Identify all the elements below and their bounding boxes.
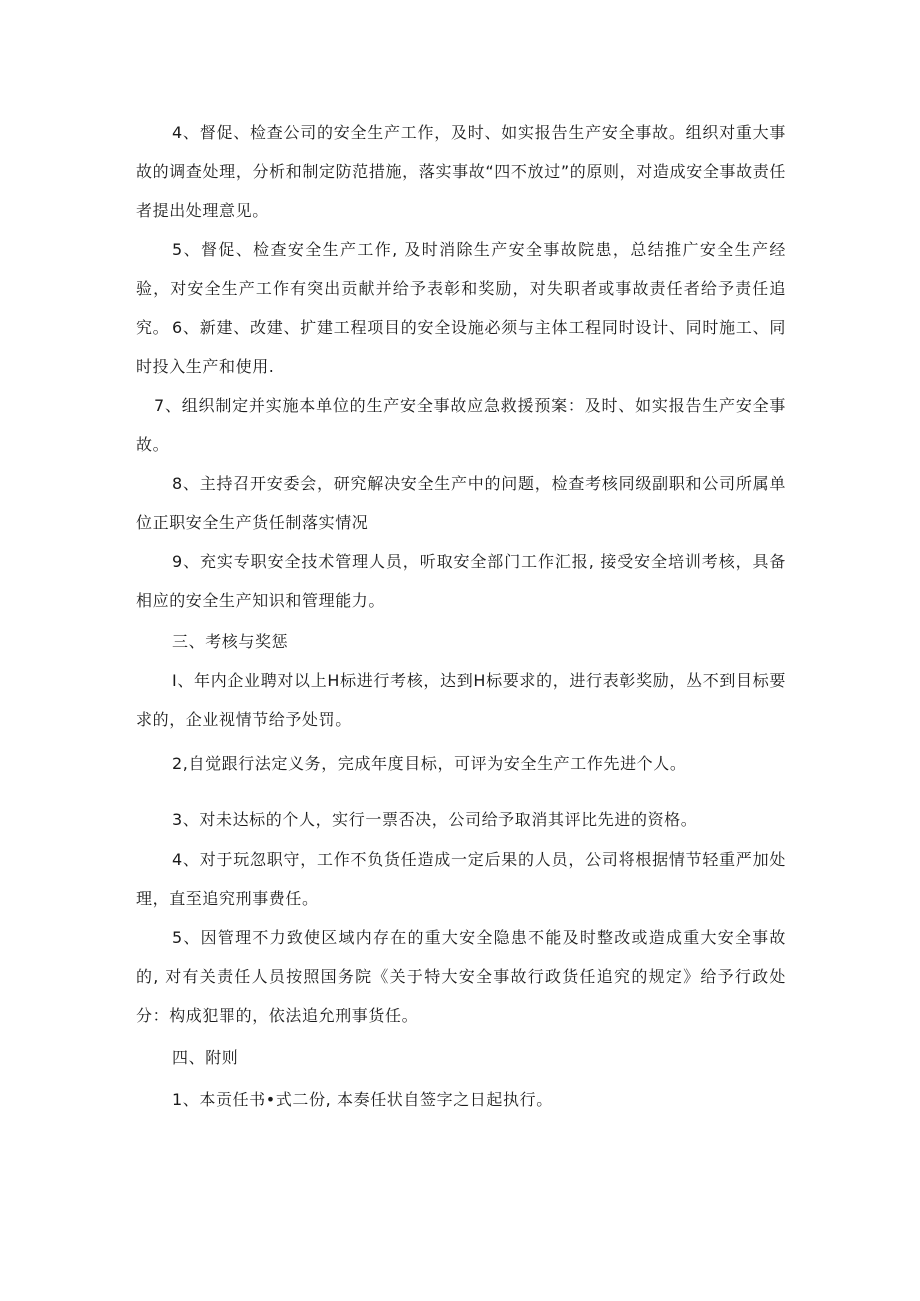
assessment-item-2: 2,自觉跟行法定义务，完成年度目标，可评为安全生产工作先进个人。	[172, 754, 687, 773]
section-heading-appendix: 四、附则	[172, 1048, 239, 1067]
paragraph-item-8: 8、主持召开安委会，研究解决安全生产中的问题，检查考核同级副职和公司所属单位正职安全生产货任制落实情况	[136, 474, 786, 532]
section-heading-assessment: 三、考核与奖惩	[172, 632, 289, 651]
assessment-item-5: 5、因管理不力致使区域内存在的重大安全隐患不能及时整改或造成重大安全事故的, 对有关责任人员按照国务院《关于特大安全事故行政货任追究的规定》给予行政处分：构成犯罪的，依法追允刑事货任。	[136, 928, 786, 1025]
paragraph-item-7: 7、组织制定并实施本单位的生产安全事故应急救援预案：及时、如实报告生产安全事故。	[136, 396, 786, 454]
assessment-item-1: I、年内企业聘对以上H标进行考核，达到H标要求的，进行表彰奖励，丛不到目标要求的，企业视情节给予处罚。	[136, 671, 786, 729]
paragraph-item-9: 9、充实专职安全技术管理人员，听取安全部门工作汇报, 接受安全培训考核，具备相应的安全生产知识和管理能力。	[136, 552, 786, 610]
paragraph-item-4: 4、督促、检查公司的安全生产工作，及时、如实报告生产安全事故。组织对重大事故的调查处理，分析和制定防范措施，落实事故“四不放过”的原则，对造成安全事故责任者提出处理意见。	[136, 123, 786, 220]
assessment-item-4: 4、对于玩忽职守，工作不负货任造成一定后果的人员，公司将根据情节轻重严加处理，直至追究刑事费任。	[136, 850, 786, 908]
assessment-item-3: 3、对未达标的个人，实行一票否决，公司给予取消其评比先进的资格。	[172, 810, 698, 829]
paragraph-item-6: 6、新建、改建、扩建工程项目的安全设施必须与主体工程同时设计、同时施工、同时投入生产和使用.	[136, 318, 786, 376]
appendix-item-1: 1、本贡任书•式二份, 本奏任状自签字之日起执行。	[172, 1090, 553, 1109]
paragraph-item-5: 5、督促、检查安全生产工作, 及时消除生产安全事故院患，总结推广安全生产经验，对安全生产工作有突出贡献并给予表彰和奖励，对失职者或事故责任者给予责任追究。	[136, 240, 786, 337]
